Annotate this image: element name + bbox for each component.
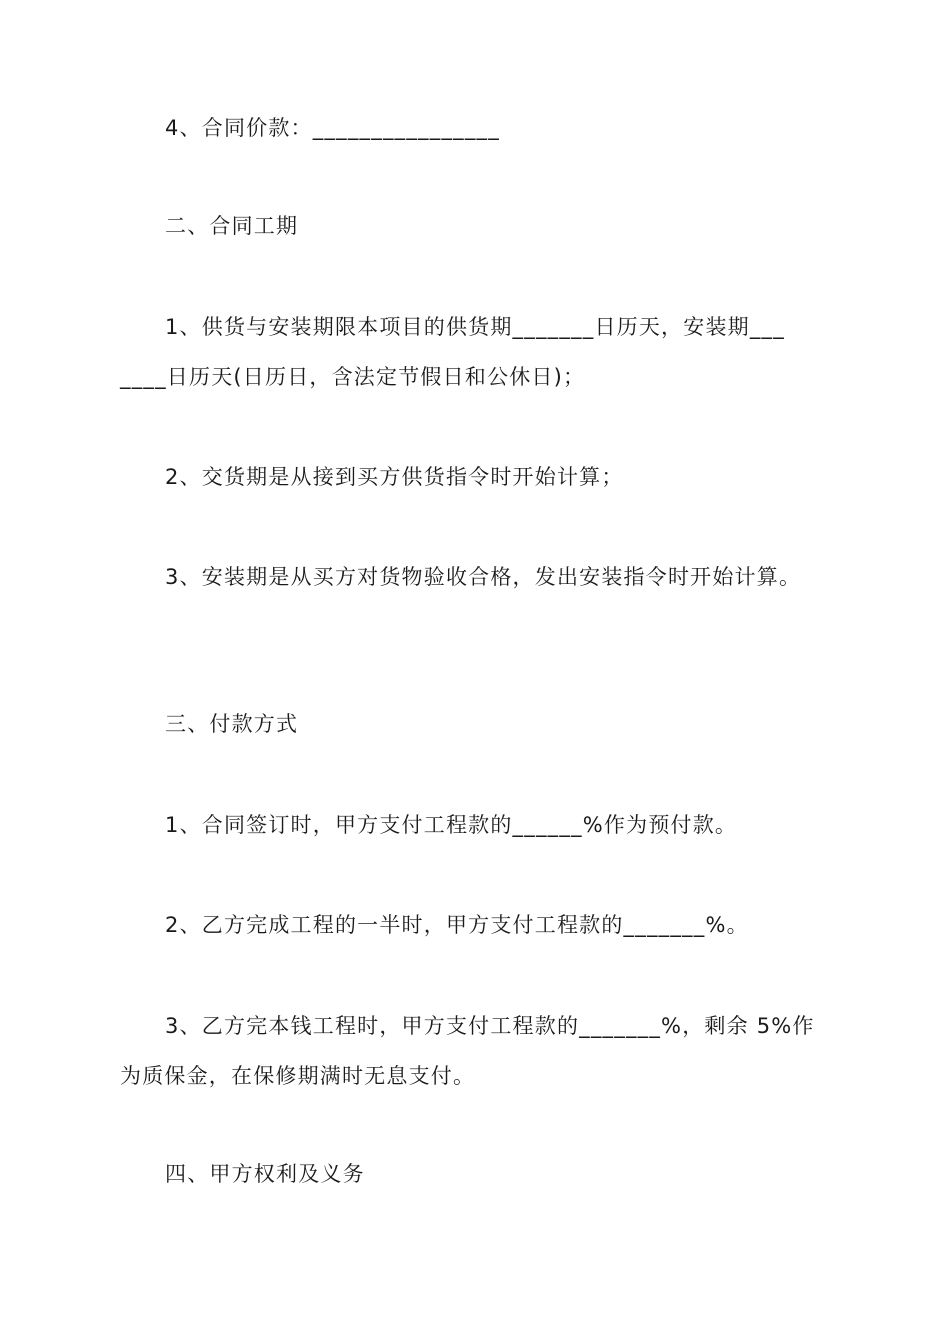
supply-installation-period-continuation: ____日历天(日历日，含法定节假日和公休日)；: [120, 365, 586, 389]
advance-payment-line: 1、合同签订时，甲方支付工程款的______%作为预付款。: [165, 813, 738, 837]
completion-payment-continuation: 为质保金，在保修期满时无息支付。: [120, 1064, 476, 1088]
supply-installation-period-line: 1、供货与安装期限本项目的供货期_______日历天，安装期___: [165, 315, 785, 339]
section-heading-payment-method: 三、付款方式: [165, 712, 299, 736]
delivery-period-line: 2、交货期是从接到买方供货指令时开始计算；: [165, 465, 624, 489]
completion-payment-line: 3、乙方完本钱工程时，甲方支付工程款的_______%，剩余 5%作: [165, 1014, 815, 1038]
contract-price-line: 4、合同价款：________________: [165, 116, 500, 140]
section-heading-contract-period: 二、合同工期: [165, 214, 299, 238]
installation-period-line: 3、安装期是从买方对货物验收合格，发出安装指令时开始计算。: [165, 565, 802, 589]
half-completion-payment-line: 2、乙方完成工程的一半时，甲方支付工程款的_______%。: [165, 913, 749, 937]
section-heading-party-a-rights: 四、甲方权利及义务: [165, 1162, 365, 1186]
